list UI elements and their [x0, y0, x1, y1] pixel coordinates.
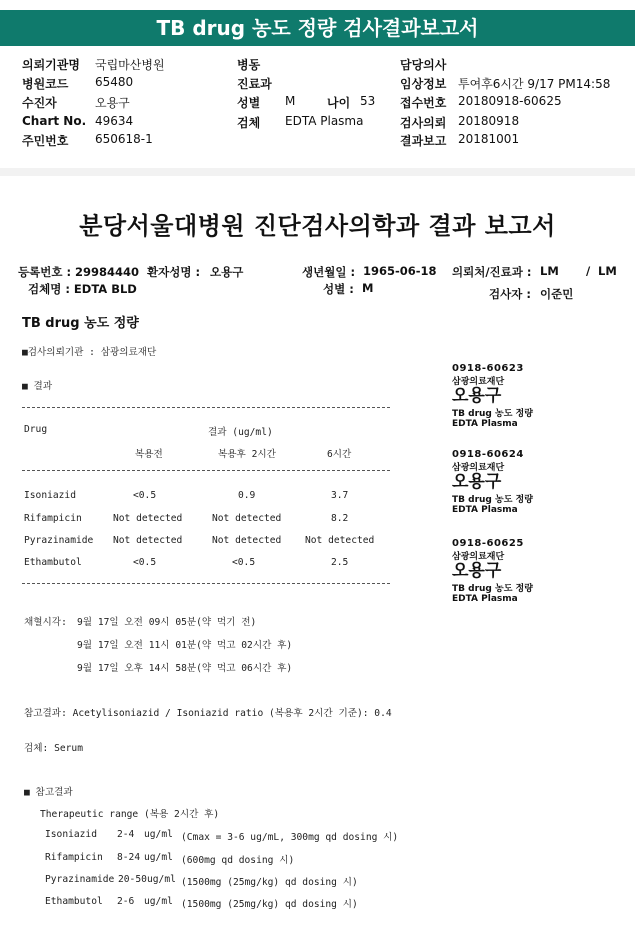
- specimen-label: 검체: [237, 116, 261, 130]
- label-patient-name: 오용구: [452, 561, 502, 581]
- examiner-label: 검사자 :: [489, 287, 531, 301]
- patient-name-value: 오용구: [210, 265, 244, 279]
- therapeutic-drug: Pyrazinamide: [45, 874, 115, 885]
- specimen-label-card: [452, 538, 612, 604]
- sex-value: M: [285, 94, 296, 108]
- hospital-code-label: 병원코드: [22, 77, 69, 91]
- label-test: TB drug 농도 정량: [452, 409, 533, 419]
- value-6h: 2.5: [331, 557, 349, 568]
- therapeutic-note: (1500mg (25mg/kg) qd dosing 시): [181, 899, 358, 910]
- value-pre: <0.5: [133, 490, 157, 501]
- therapeutic-note: (600mg qd dosing 시): [181, 855, 295, 866]
- result-header: ■ 결과: [22, 381, 53, 392]
- patient-value: 오용구: [95, 96, 130, 110]
- header-title: TB drug 농도 정량 검사결과보고서: [0, 10, 635, 46]
- value-6h: Not detected: [305, 535, 375, 546]
- label-id: 0918-60624: [452, 449, 524, 460]
- value-6h: 8.2: [331, 513, 349, 524]
- specimen-name: 검체명 : EDTA BLD: [28, 282, 137, 296]
- specimen-label-card: [452, 449, 612, 515]
- therapeutic-unit: ug/ml: [147, 874, 176, 885]
- value-2h: 0.9: [238, 490, 256, 501]
- section-divider: [0, 168, 635, 176]
- label-specimen: EDTA Plasma: [452, 505, 518, 515]
- value-pre: <0.5: [133, 557, 157, 568]
- examiner-value: 이준민: [540, 287, 574, 301]
- report-sex-value: M: [362, 281, 374, 295]
- doctor-label: 담당의사: [400, 58, 447, 72]
- drug-name: Pyrazinamide: [24, 535, 94, 546]
- resident-no-value: 650618-1: [95, 132, 153, 146]
- therapeutic-range: 2-6: [117, 896, 135, 907]
- ward-label: 병동: [237, 58, 261, 72]
- specimen-serum: 검체: Serum: [24, 743, 83, 754]
- referral-value-2: LM: [598, 264, 617, 278]
- institution-value: 국립마산병원: [95, 58, 165, 72]
- chart-no-label: Chart No.: [22, 114, 87, 128]
- label-institution: 삼광의료재단: [452, 377, 505, 387]
- drug-name: Ethambutol: [24, 557, 82, 568]
- therapeutic-unit: ug/ml: [144, 852, 173, 863]
- value-2h: <0.5: [232, 557, 256, 568]
- dob-value: 1965-06-18: [363, 264, 437, 278]
- therapeutic-range: 2-4: [117, 829, 135, 840]
- value-2h: Not detected: [212, 535, 282, 546]
- report-title: 분당서울대병원 진단검사의학과 결과 보고서: [79, 212, 556, 240]
- section-title: TB drug 농도 정량: [22, 316, 139, 331]
- therapeutic-drug: Ethambutol: [45, 896, 103, 907]
- col-result: 결과 (ug/ml): [208, 427, 273, 438]
- therapeutic-note: (1500mg (25mg/kg) qd dosing 시): [181, 877, 358, 888]
- registration-number: 등록번호 : 29984440: [18, 265, 140, 279]
- col-2h: 복용후 2시간: [218, 449, 276, 460]
- divider-line: [22, 407, 390, 408]
- report-date-label: 결과보고: [400, 134, 447, 148]
- therapeutic-range: 20-50: [118, 874, 147, 885]
- therapeutic-title: Therapeutic range (복용 2시간 후): [40, 809, 220, 820]
- sampling-time: 9월 17일 오전 11시 01분(약 먹고 02시간 후): [77, 640, 293, 651]
- clinical-info-label: 임상정보: [400, 77, 447, 91]
- resident-no-label: 주민번호: [22, 134, 69, 148]
- label-patient-name: 오용구: [452, 472, 502, 492]
- label-specimen: EDTA Plasma: [452, 594, 518, 604]
- divider-line: [22, 470, 390, 471]
- ratio-reference: 참고결과: Acetylisoniazid / Isoniazid ratio (복용후 2시간 기준): 0.4: [24, 708, 392, 719]
- sex-label: 성별: [237, 96, 261, 110]
- sampling-time: 9월 17일 오후 14시 58분(약 먹고 06시간 후): [77, 663, 293, 674]
- divider-line: [22, 583, 390, 584]
- report-sex-label: 성별 :: [323, 282, 354, 296]
- label-institution: 삼광의료재단: [452, 552, 505, 562]
- request-date-label: 검사의뢰: [400, 116, 447, 130]
- chart-no-value: 49634: [95, 114, 134, 128]
- label-test: TB drug 농도 정량: [452, 495, 533, 505]
- drug-name: Isoniazid: [24, 490, 76, 501]
- col-drug: Drug: [24, 424, 48, 435]
- receipt-no-label: 접수번호: [400, 96, 447, 110]
- therapeutic-drug: Rifampicin: [45, 852, 103, 863]
- value-2h: Not detected: [212, 513, 282, 524]
- receipt-no-value: 20180918-60625: [458, 94, 562, 108]
- sampling-time: 9월 17일 오전 09시 05분(약 먹기 전): [77, 617, 257, 628]
- hospital-code-value: 65480: [95, 75, 134, 89]
- value-6h: 3.7: [331, 490, 349, 501]
- report-date-value: 20181001: [458, 132, 520, 146]
- label-test: TB drug 농도 정량: [452, 584, 533, 594]
- col-pre: 복용전: [135, 449, 163, 460]
- therapeutic-drug: Isoniazid: [45, 829, 97, 840]
- specimen-value: EDTA Plasma: [285, 114, 364, 128]
- value-pre: Not detected: [113, 513, 183, 524]
- label-institution: 삼광의료재단: [452, 463, 505, 473]
- request-date-value: 20180918: [458, 114, 520, 128]
- label-id: 0918-60623: [452, 363, 524, 374]
- therapeutic-range: 8-24: [117, 852, 141, 863]
- institution-label: 의뢰기관명: [22, 58, 80, 72]
- reference-header: ■ 참고결과: [24, 787, 73, 798]
- label-id: 0918-60625: [452, 538, 524, 549]
- referral-separator: /: [586, 264, 591, 278]
- col-6h: 6시간: [327, 449, 352, 460]
- specimen-label-card: [452, 363, 612, 429]
- value-pre: Not detected: [113, 535, 183, 546]
- dob-label: 생년월일 :: [302, 265, 356, 279]
- drug-name: Rifampicin: [24, 513, 82, 524]
- clinical-info-value: 투여후6시간 9/17 PM14:58: [458, 77, 611, 91]
- referral-label: 의뢰처/진료과 :: [452, 265, 532, 279]
- label-specimen: EDTA Plasma: [452, 419, 518, 429]
- label-patient-name: 오용구: [452, 386, 502, 406]
- referral-value-1: LM: [540, 264, 559, 278]
- patient-name-label: 환자성명 :: [147, 265, 201, 279]
- therapeutic-unit: ug/ml: [144, 896, 173, 907]
- therapeutic-note: (Cmax = 3-6 ug/mL, 300mg qd dosing 시): [181, 832, 399, 843]
- lab-report: [0, 176, 635, 945]
- institution-line: ■검사의뢰기관 : 삼광의료재단: [22, 347, 157, 358]
- age-label: 나이: [327, 96, 351, 110]
- sampling-label: 채혈시각:: [24, 617, 67, 628]
- age-value: 53: [360, 94, 376, 108]
- dept-label: 진료과: [237, 77, 272, 91]
- therapeutic-unit: ug/ml: [144, 829, 173, 840]
- patient-label: 수진자: [22, 96, 57, 110]
- report-header: [0, 0, 635, 169]
